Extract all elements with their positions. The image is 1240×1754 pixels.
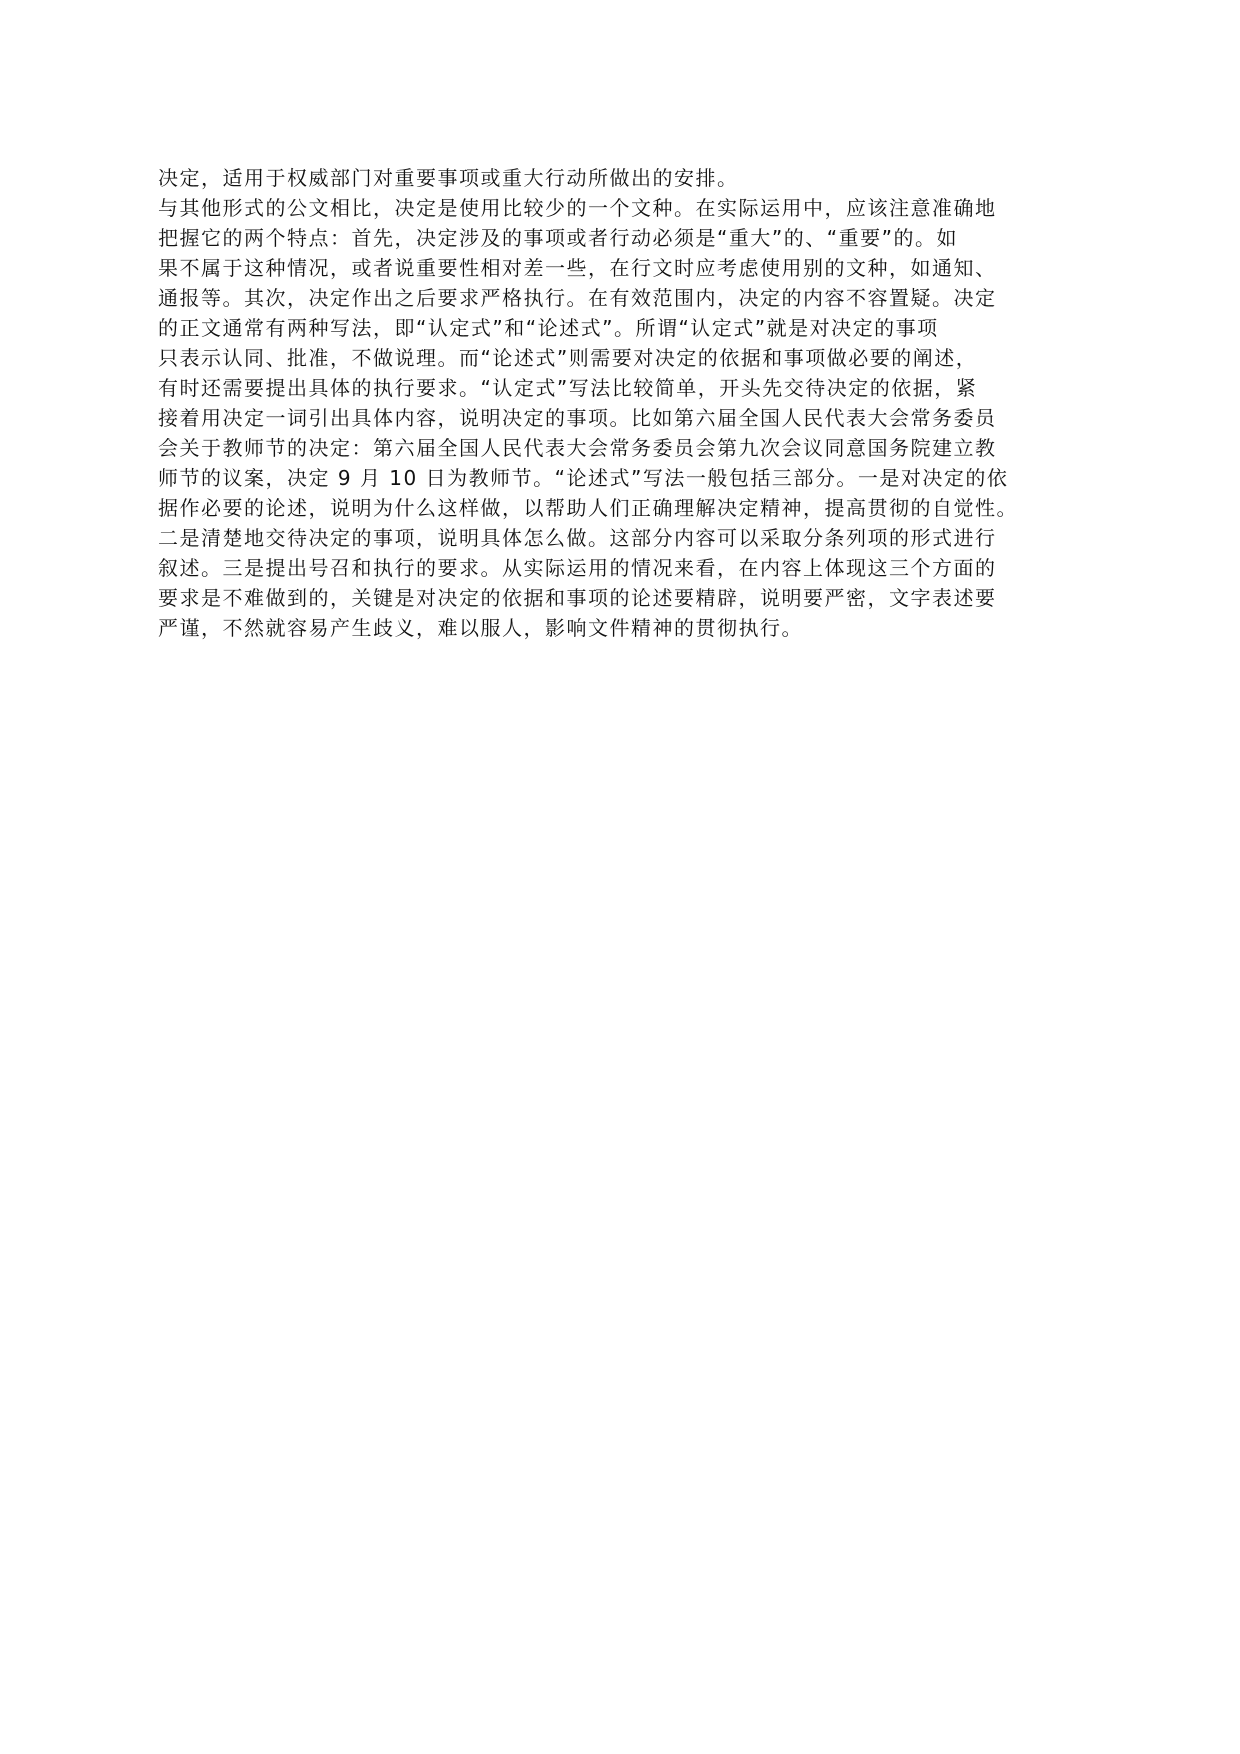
body-line-16: 严谨，不然就容易产生歧义，难以服人，影响文件精神的贯彻执行。 — [158, 616, 803, 640]
body-line-3: 把握它的两个特点：首先，决定涉及的事项或者行动必须是“重大”的、“重要”的。如 — [158, 226, 958, 250]
body-line-14: 叙述。三是提出号召和执行的要求。从实际运用的情况来看，在内容上体现这三个方面的 — [158, 556, 997, 580]
body-line-13: 二是清楚地交待决定的事项，说明具体怎么做。这部分内容可以采取分条列项的形式进行 — [158, 526, 997, 550]
body-line-11: 师节的议案，决定 9 月 10 日为教师节。“论述式”写法一般包括三部分。一是对决定的依 — [158, 466, 1009, 490]
body-line-2: 与其他形式的公文相比，决定是使用比较少的一个文种。在实际运用中，应该注意准确地 — [158, 196, 997, 220]
body-line-10: 会关于教师节的决定：第六届全国人民代表大会常务委员会第九次会议同意国务院建立教 — [158, 436, 997, 460]
body-line-9: 接着用决定一词引出具体内容，说明决定的事项。比如第六届全国人民代表大会常务委员 — [158, 406, 997, 430]
document-body — [158, 163, 1098, 643]
body-line-7: 只表示认同、批准，不做说理。而“论述式”则需要对决定的依据和事项做必要的阐述， — [158, 346, 978, 370]
body-line-1: 决定，适用于权威部门对重要事项或重大行动所做出的安排。 — [158, 166, 739, 190]
body-line-8: 有时还需要提出具体的执行要求。“认定式”写法比较简单，开头先交待决定的依据，紧 — [158, 376, 978, 400]
body-line-15: 要求是不难做到的，关键是对决定的依据和事项的论述要精辟，说明要严密，文字表述要 — [158, 586, 997, 610]
body-line-5: 通报等。其次，决定作出之后要求严格执行。在有效范围内，决定的内容不容置疑。决定 — [158, 286, 997, 310]
body-line-6: 的正文通常有两种写法，即“认定式”和“论述式”。所谓“认定式”就是对决定的事项 — [158, 316, 939, 340]
body-line-12: 据作必要的论述，说明为什么这样做，以帮助人们正确理解决定精神，提高贯彻的自觉性。 — [158, 496, 1018, 520]
body-line-4: 果不属于这种情况，或者说重要性相对差一些，在行文时应考虑使用别的文种，如通知、 — [158, 256, 997, 280]
